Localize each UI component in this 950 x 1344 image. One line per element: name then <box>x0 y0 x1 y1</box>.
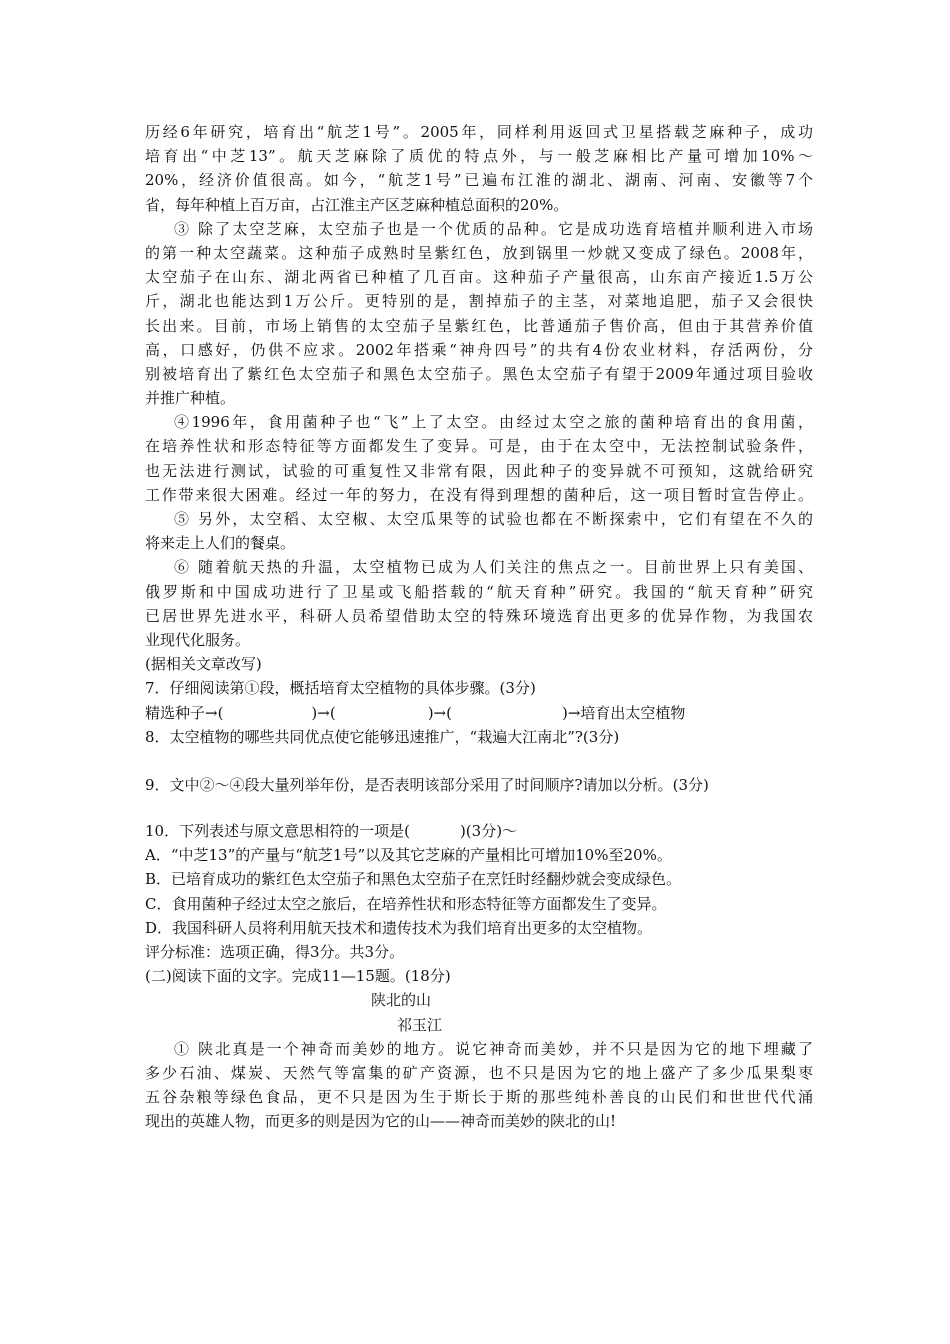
text-line: 太空茄子在山东、湖北两省已种植了几百亩。这种茄子产量很高，山东亩产接近1.5万公 <box>145 268 813 287</box>
text-line: 并推广种植。 <box>145 389 236 408</box>
question-7-flow <box>145 701 813 725</box>
text-line: 培育出“中芝13”。航天芝麻除了质优的特点外，与一般芝麻相比产量可增加10%～ <box>145 147 813 166</box>
source-note: (据相关文章改写) <box>145 655 262 674</box>
flow-end: )→培育出太空植物 <box>561 703 686 722</box>
text-line: 长出来。目前，市场上销售的太空茄子呈紫红色，比普通茄子售价高，但由于其营养价值 <box>145 316 813 335</box>
passage-paragraph-3 <box>145 217 813 411</box>
text-line: ① 陕北真是一个神奇而美妙的地方。说它神奇而美妙，并不只是因为它的地下埋藏了 <box>174 1039 813 1058</box>
question-10-stem-end: )(3分)～ <box>459 822 518 841</box>
text-line: ③ 除了太空芝麻，太空茄子也是一个优质的品种。它是成功选育培植并顺利进入市场 <box>174 219 813 238</box>
option-d: D．我国科研人员将利用航天技术和遗传技术为我们培育出更多的太空植物。 <box>145 918 653 937</box>
section-heading: (二)阅读下面的文字。完成11—15题。(18分) <box>145 967 451 986</box>
article-title: 陕北的山 <box>371 991 432 1010</box>
question-10 <box>145 819 813 843</box>
text-line: 将来走上人们的餐桌。 <box>145 534 296 553</box>
passage-paragraph-1-continued <box>145 120 813 217</box>
text-line: 20%，经济价值很高。如今，“航芝1号”已遍布江淮的湖北、湖南、河南、安徽等7个 <box>145 171 813 190</box>
question-8: 8．太空植物的哪些共同优点使它能够迅速推广，“栽遍大江南北”?(3分) <box>145 727 620 746</box>
text-line: 在培养性状和形态特征等方面都发生了变异。可是，由于在太空中，无法控制试验条件， <box>145 437 813 456</box>
text-line: 多少石油、煤炭、天然气等富集的矿产资源，也不只是因为它的地上盛产了多少瓜果梨枣 <box>145 1063 813 1082</box>
text-line: 的第一种太空蔬菜。这种茄子成熟时呈紫红色，放到锅里一炒就又变成了绿色。2008年， <box>145 243 813 262</box>
text-line: 省，每年种植上百万亩，占江淮主产区芝麻种植总面积的20%。 <box>145 195 569 214</box>
question-9: 9．文中②～④段大量列举年份，是否表明该部分采用了时间顺序?请加以分析。(3分) <box>145 775 709 794</box>
answer-space <box>145 749 813 773</box>
text-line: 高，口感好，仍供不应求。2002年搭乘“神舟四号”的共有4份农业材料，存活两份，分 <box>145 340 813 359</box>
passage-paragraph-5 <box>145 507 813 555</box>
option-b: B．已培育成功的紫红色太空茄子和黑色太空茄子在烹饪时经翻炒就会变成绿色。 <box>145 870 682 889</box>
text-line: ⑤ 另外，太空稻、太空椒、太空瓜果等的试验也都在不断探索中，它们有望在不久的 <box>174 510 813 528</box>
text-line: 别被培育出了紫红色太空茄子和黑色太空茄子。黑色太空茄子有望于2009年通过项目验收 <box>145 364 813 383</box>
text-line: 斤，湖北也能达到1万公斤。更特别的是，割掉茄子的主茎，对菜地追肥，茄子又会很快 <box>145 292 813 311</box>
article-author: 祁玉江 <box>397 1015 443 1034</box>
text-line: 已居世界先进水平，科研人员希望借助太空的特殊环境选育出更多的优异作物，为我国农 <box>145 606 813 625</box>
passage-paragraph-6 <box>145 555 813 652</box>
option-c: C．食用菌种子经过太空之旅后，在培养性状和形态特征等方面都发生了变异。 <box>145 894 667 913</box>
answer-space <box>145 797 813 819</box>
text-line: ⑥ 随着航天热的升温，太空植物已成为人们关注的焦点之一。目前世界上只有美国、 <box>174 558 813 577</box>
question-10-stem: 10．下列表述与原文意思相符的一项是( <box>145 822 410 841</box>
text-line: 俄罗斯和中国成功进行了卫星或飞船搭载的“航天育种”研究。我国的“航天育种”研究 <box>145 582 813 601</box>
text-line: 也无法进行测试，试验的可重复性又非常有限，因此种子的变异就不可预知，这就给研究 <box>145 461 813 480</box>
flow-arrow-1: )→( <box>311 703 336 722</box>
text-line: 现出的英雄人物，而更多的则是因为它的山——神奇而美妙的陕北的山! <box>145 1112 617 1131</box>
flow-start: 精选种子→( <box>145 703 224 722</box>
flow-arrow-2: )→( <box>427 703 452 722</box>
text-line: 业现代化服务。 <box>145 630 251 649</box>
question-7: 7．仔细阅读第①段，概括培育太空植物的具体步骤。(3分) <box>145 679 536 698</box>
text-line: ④1996年，食用菌种子也“飞”上了太空。由经过太空之旅的菌种培育出的食用菌， <box>174 413 813 432</box>
passage-paragraph-4 <box>145 410 813 507</box>
text-line: 五谷杂粮等绿色食品，更不只是因为生于斯长于斯的那些纯朴善良的山民们和世世代代涌 <box>145 1088 813 1107</box>
article-paragraph-1 <box>145 1037 813 1134</box>
text-line: 历经6年研究，培育出“航芝1号”。2005年，同样利用返回式卫星搭载芝麻种子，成功 <box>145 123 813 141</box>
text-line: 工作带来很大困难。经过一年的努力，在没有得到理想的菌种后，这一项目暂时宣告停止。 <box>145 485 813 504</box>
scoring-standard: 评分标准：选项正确，得3分。共3分。 <box>145 943 405 961</box>
option-a: A．“中芝13”的产量与“航芝1号”以及其它芝麻的产量相比可增加10%至20%。 <box>145 846 672 865</box>
document-page <box>145 120 813 1134</box>
